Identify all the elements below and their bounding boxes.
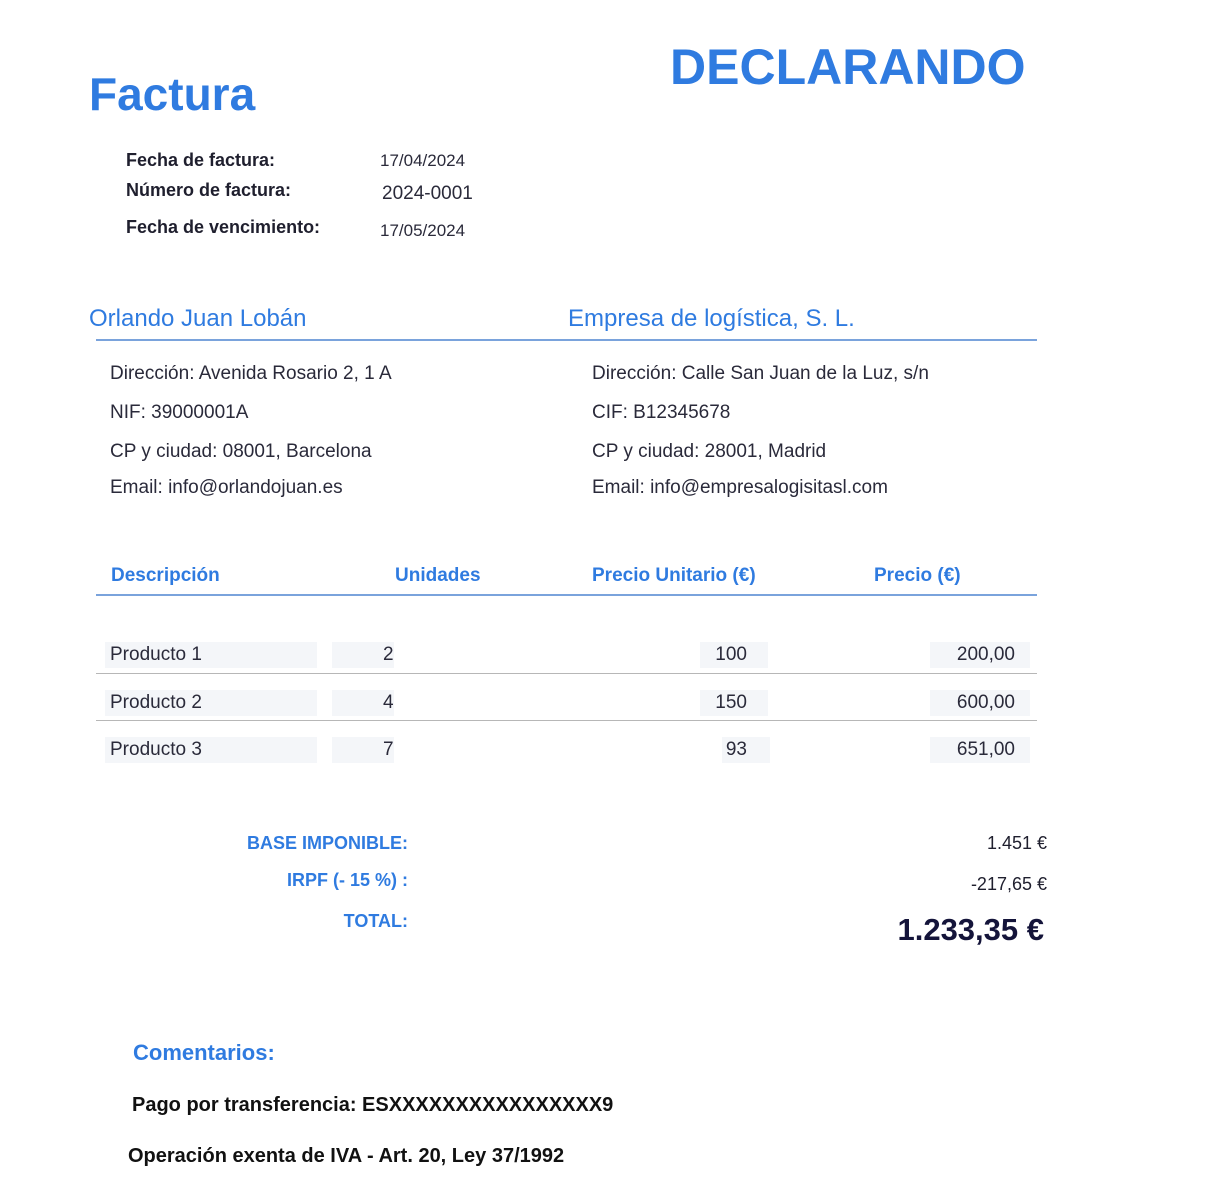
row-price: 651,00 (930, 737, 1030, 763)
column-header-unit-price: Precio Unitario (€) (592, 565, 756, 586)
row-divider (96, 673, 1037, 674)
comments-title: Comentarios: (133, 1040, 275, 1065)
logo-text: DECLARANDO (670, 39, 1026, 95)
invoice-date-label: Fecha de factura: (126, 150, 276, 170)
irpf-value: -217,65 € (970, 874, 1047, 894)
page-title: Factura (89, 68, 256, 120)
row-price: 200,00 (930, 642, 1030, 668)
due-date-label: Fecha de vencimiento: (126, 217, 321, 237)
column-header-price: Precio (€) (874, 565, 961, 586)
invoice-date-value: 17/04/2024 (380, 151, 466, 170)
total-label: TOTAL: (343, 911, 408, 931)
row-unit-price: 100 (700, 642, 768, 668)
issuer-address: Dirección: Avenida Rosario 2, 1 A (110, 363, 392, 384)
row-price: 600,00 (930, 690, 1030, 716)
row-description: Producto 1 (105, 642, 317, 668)
irpf-label: IRPF (- 15 %) : (286, 870, 408, 890)
client-address: Dirección: Calle San Juan de la Luz, s/n (592, 363, 929, 384)
payment-note: Pago por transferencia: ESXXXXXXXXXXXXXXXX9 (132, 1094, 614, 1116)
row-description: Producto 2 (105, 690, 317, 716)
row-description: Producto 3 (105, 737, 317, 763)
row-units: 4 (332, 690, 394, 716)
issuer-email: Email: info@orlandojuan.es (110, 477, 343, 498)
issuer-name: Orlando Juan Lobán (89, 305, 307, 332)
client-name: Empresa de logística, S. L. (568, 305, 855, 332)
row-unit-price: 150 (700, 690, 768, 716)
client-cif: CIF: B12345678 (592, 402, 731, 423)
vat-exemption-note: Operación exenta de IVA - Art. 20, Ley 37/1992 (128, 1145, 565, 1167)
client-city: CP y ciudad: 28001, Madrid (592, 441, 827, 462)
column-header-description: Descripción (111, 565, 220, 586)
due-date-value: 17/05/2024 (380, 221, 466, 240)
issuer-nif: NIF: 39000001A (110, 402, 249, 423)
base-imponible-label: BASE IMPONIBLE: (246, 833, 408, 853)
total-value: 1.233,35 € (897, 912, 1044, 947)
client-email: Email: info@empresalogisitasl.com (592, 477, 888, 498)
issuer-city: CP y ciudad: 08001, Barcelona (110, 441, 372, 462)
row-unit-price: 93 (722, 737, 770, 763)
row-divider (96, 720, 1037, 721)
base-imponible-value: 1.451 € (986, 833, 1047, 853)
row-units: 7 (332, 737, 394, 763)
row-units: 2 (332, 642, 394, 668)
invoice-number-value: 2024-0001 (382, 183, 473, 204)
table-header-divider (96, 594, 1037, 596)
invoice-number-label: Número de factura: (126, 180, 292, 200)
parties-divider (96, 339, 1037, 341)
column-header-units: Unidades (395, 565, 481, 586)
declarando-logo (670, 38, 1030, 98)
